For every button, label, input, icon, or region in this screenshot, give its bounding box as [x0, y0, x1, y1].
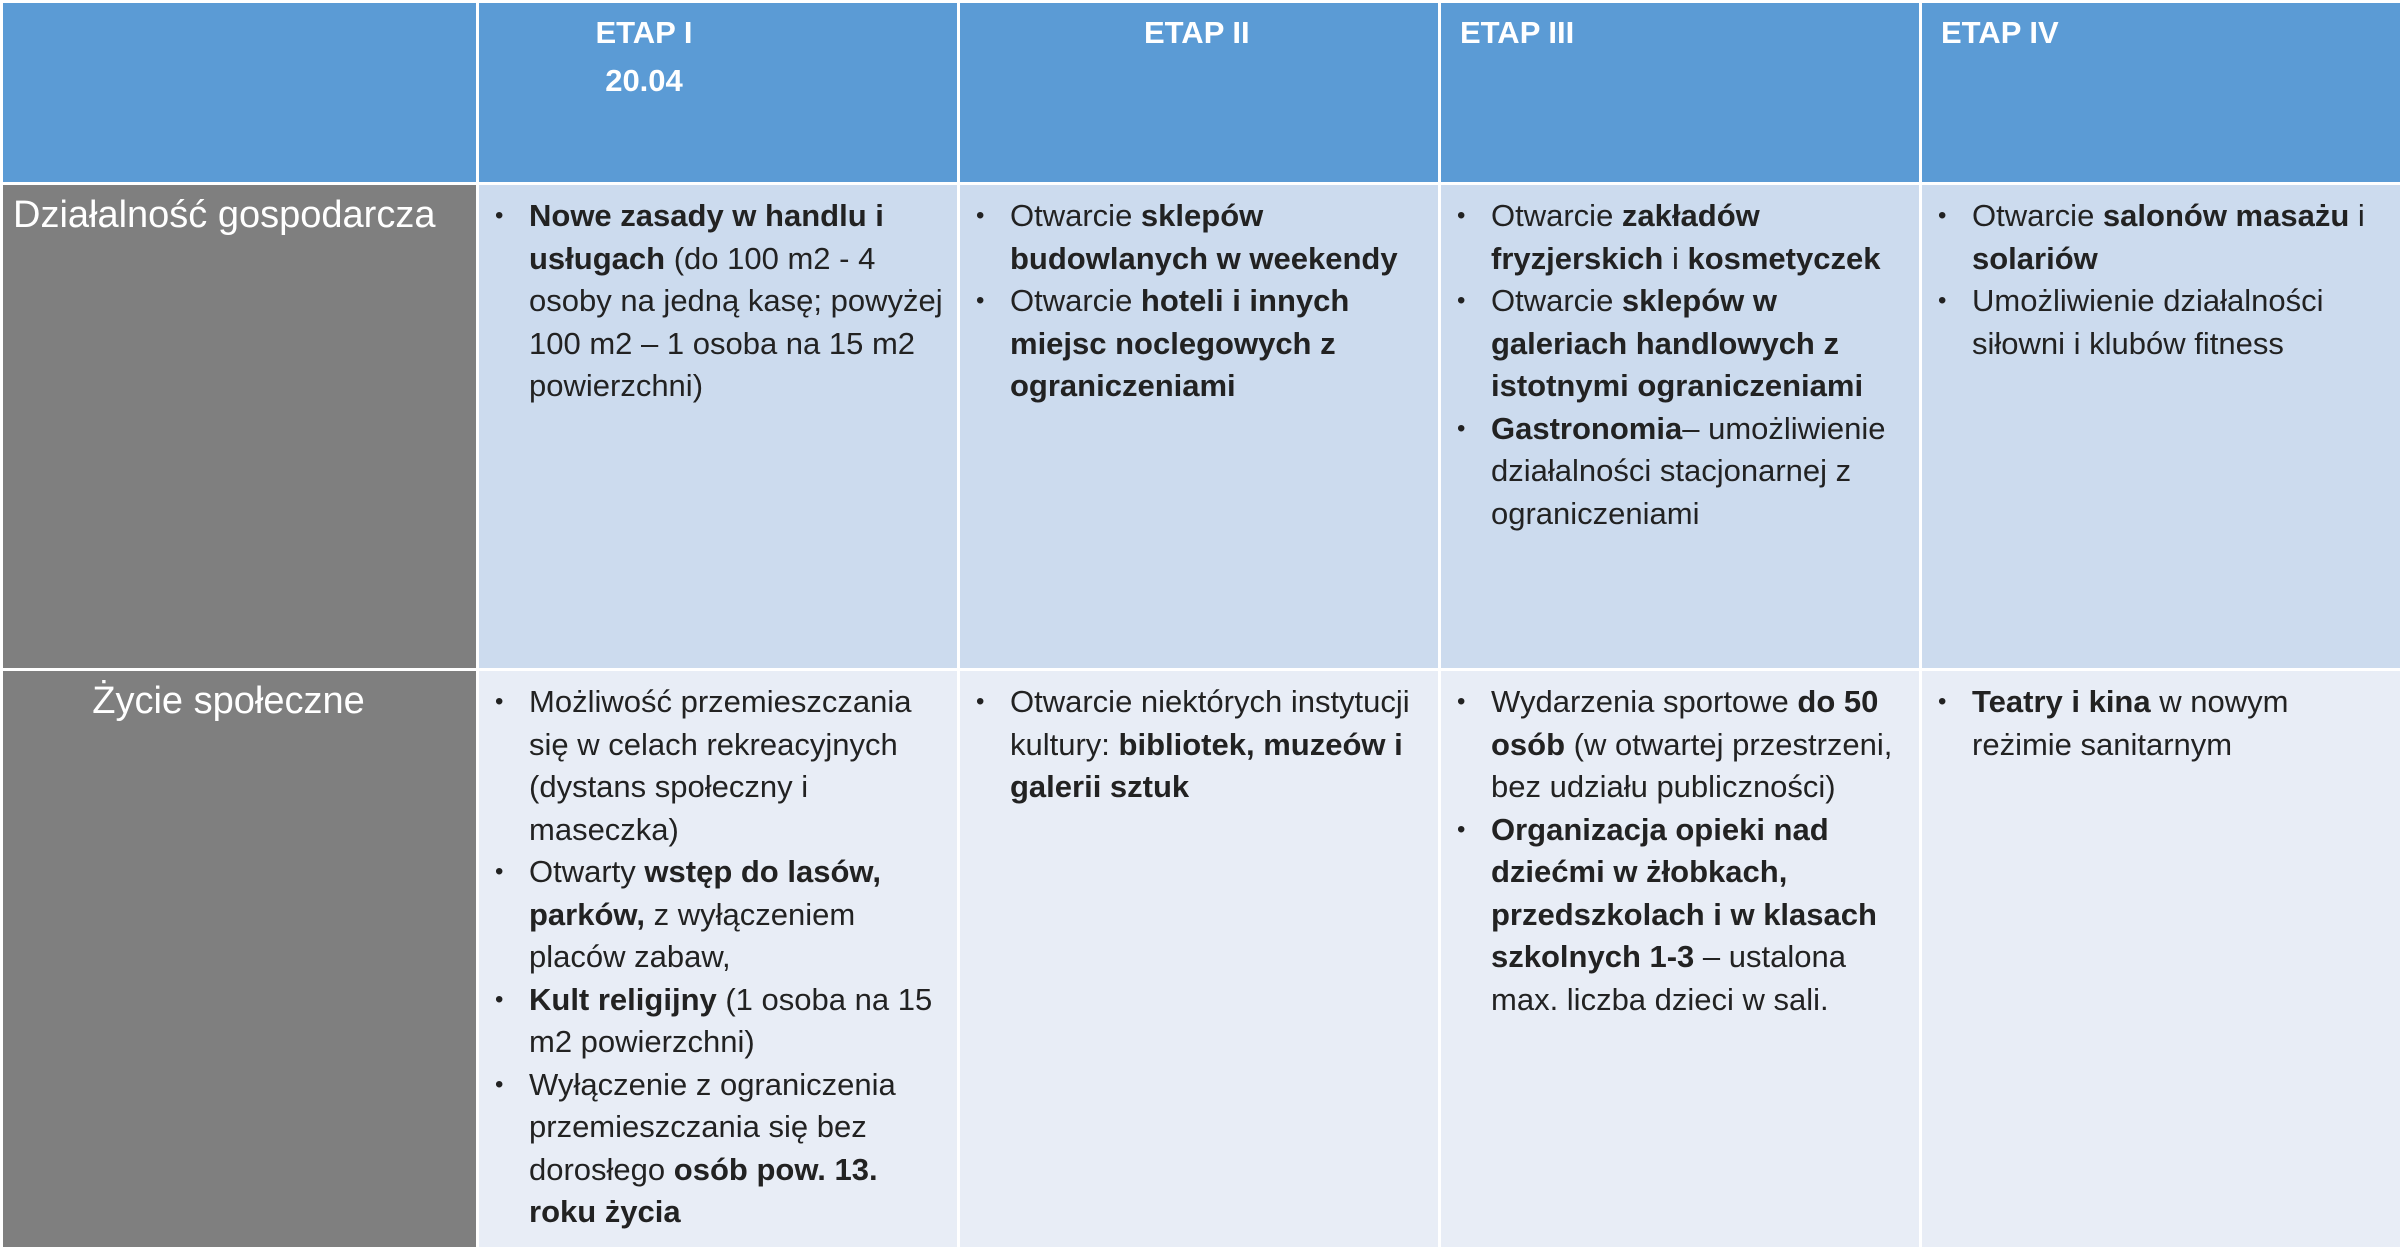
text: – ustalona max. liczba dzieci w sali.: [1491, 939, 1846, 1017]
text: i: [1663, 241, 1687, 276]
bullet-item: [1491, 408, 1909, 536]
bullet-item: [1491, 809, 1909, 1022]
cell: [1921, 184, 2400, 670]
stage-1-title: ETAP I: [479, 9, 809, 57]
bold-text: Organizacja opieki nad dziećmi w żłobkach, przedszkolach i w klasach szkolnych 1-3: [1491, 812, 1877, 975]
text: Otwarcie: [1491, 198, 1622, 233]
bullet-item: [1972, 681, 2390, 766]
bold-text: bibliotek, muzeów i galerii sztuk: [1010, 727, 1403, 805]
text: Otwarcie: [1972, 198, 2103, 233]
bullet-item: [529, 851, 947, 979]
bullet-item: [529, 681, 947, 851]
bullet-item: [529, 979, 947, 1064]
text: Umożliwienie działalności siłowni i klubów fitness: [1972, 283, 2323, 361]
bold-text: salonów masażu: [2103, 198, 2349, 233]
bullet-list: [1441, 185, 1919, 535]
stage-3-title: ETAP III: [1460, 9, 1919, 57]
bold-text: sklepów w galeriach handlowych z istotnymi ograniczeniami: [1491, 283, 1863, 403]
bold-text: do 50 osób: [1491, 684, 1878, 762]
header-row: [2, 2, 2400, 184]
stage-2-title: ETAP II: [1144, 9, 1438, 57]
stage-header-2: [959, 2, 1440, 184]
bullet-list: [1441, 671, 1919, 1021]
text: Wyłączenie z ograniczenia przemieszczania się bez dorosłego: [529, 1067, 896, 1187]
bold-text: Teatry i kina: [1972, 684, 2151, 719]
cell: [478, 184, 959, 670]
row-label-business: [2, 184, 478, 670]
bold-text: solariów: [1972, 241, 2098, 276]
bullet-list: [1922, 185, 2400, 365]
stage-1-date: 20.04: [479, 57, 809, 105]
stage-header-4: [1921, 2, 2400, 184]
bullet-list: [960, 185, 1438, 408]
bullet-item: [529, 1064, 947, 1234]
cell: [959, 670, 1440, 1249]
bullet-item: [1972, 195, 2390, 280]
cell: [959, 184, 1440, 670]
text: z wyłączeniem placów zabaw,: [529, 897, 855, 975]
stage-4-title: ETAP IV: [1941, 9, 2400, 57]
text: Otwarcie: [1010, 283, 1141, 318]
row-label-social: [2, 670, 478, 1249]
text: Otwarcie niektórych instytucji kultury:: [1010, 684, 1410, 762]
text: Możliwość przemieszczania się w celach rekreacyjnych (dystans społeczny i maseczka): [529, 684, 911, 847]
cell: [478, 670, 959, 1249]
bold-text: osób pow. 13. roku życia: [529, 1152, 878, 1230]
bold-text: Gastronomia: [1491, 411, 1682, 446]
bullet-item: [529, 195, 947, 408]
bold-text: kosmetyczek: [1687, 241, 1880, 276]
bullet-item: [1010, 681, 1428, 809]
text: Otwarcie: [1491, 283, 1622, 318]
bullet-item: [1010, 280, 1428, 408]
row-social-life: [2, 670, 2400, 1249]
row-label-text: Działalność gospodarcza: [3, 185, 476, 239]
text: Otwarty: [529, 854, 644, 889]
text: (do 100 m2 - 4 osoby na jedną kasę; powyżej 100 m2 – 1 osoba na 15 m2 powierzchni): [529, 241, 943, 404]
stage-header-1: [478, 2, 959, 184]
bullet-item: [1491, 681, 1909, 809]
bold-text: sklepów budowlanych w weekendy: [1010, 198, 1398, 276]
header-corner-cell: [2, 2, 478, 184]
text: i: [2349, 198, 2365, 233]
bullet-list: [1922, 671, 2400, 766]
stage-header-3: [1440, 2, 1921, 184]
text: Wydarzenia sportowe: [1491, 684, 1797, 719]
bullet-item: [1972, 280, 2390, 365]
bullet-item: [1491, 195, 1909, 280]
text: Otwarcie: [1010, 198, 1141, 233]
bullet-list: [960, 671, 1438, 809]
text: – umożliwienie działalności stacjonarnej z ograniczeniami: [1491, 411, 1886, 531]
row-business-activity: [2, 184, 2400, 670]
text: (w otwartej przestrzeni, bez udziału publiczności): [1491, 727, 1892, 805]
bold-text: zakładów fryzjerskich: [1491, 198, 1760, 276]
bold-text: wstęp do lasów, parków,: [529, 854, 881, 932]
bullet-list: [479, 185, 957, 408]
row-label-text: Życie społeczne: [3, 671, 476, 725]
bold-text: hoteli i innych miejsc noclegowych z ograniczeniami: [1010, 283, 1349, 403]
cell: [1440, 184, 1921, 670]
text: (1 osoba na 15 m2 powierzchni): [529, 982, 932, 1060]
bullet-item: [1010, 195, 1428, 280]
cell: [1440, 670, 1921, 1249]
bullet-item: [1491, 280, 1909, 408]
bold-text: Kult religijny: [529, 982, 717, 1017]
text: w nowym reżimie sanitarnym: [1972, 684, 2288, 762]
bold-text: Nowe zasady w handlu i usługach: [529, 198, 884, 276]
bullet-list: [479, 671, 957, 1234]
cell: [1921, 670, 2400, 1249]
